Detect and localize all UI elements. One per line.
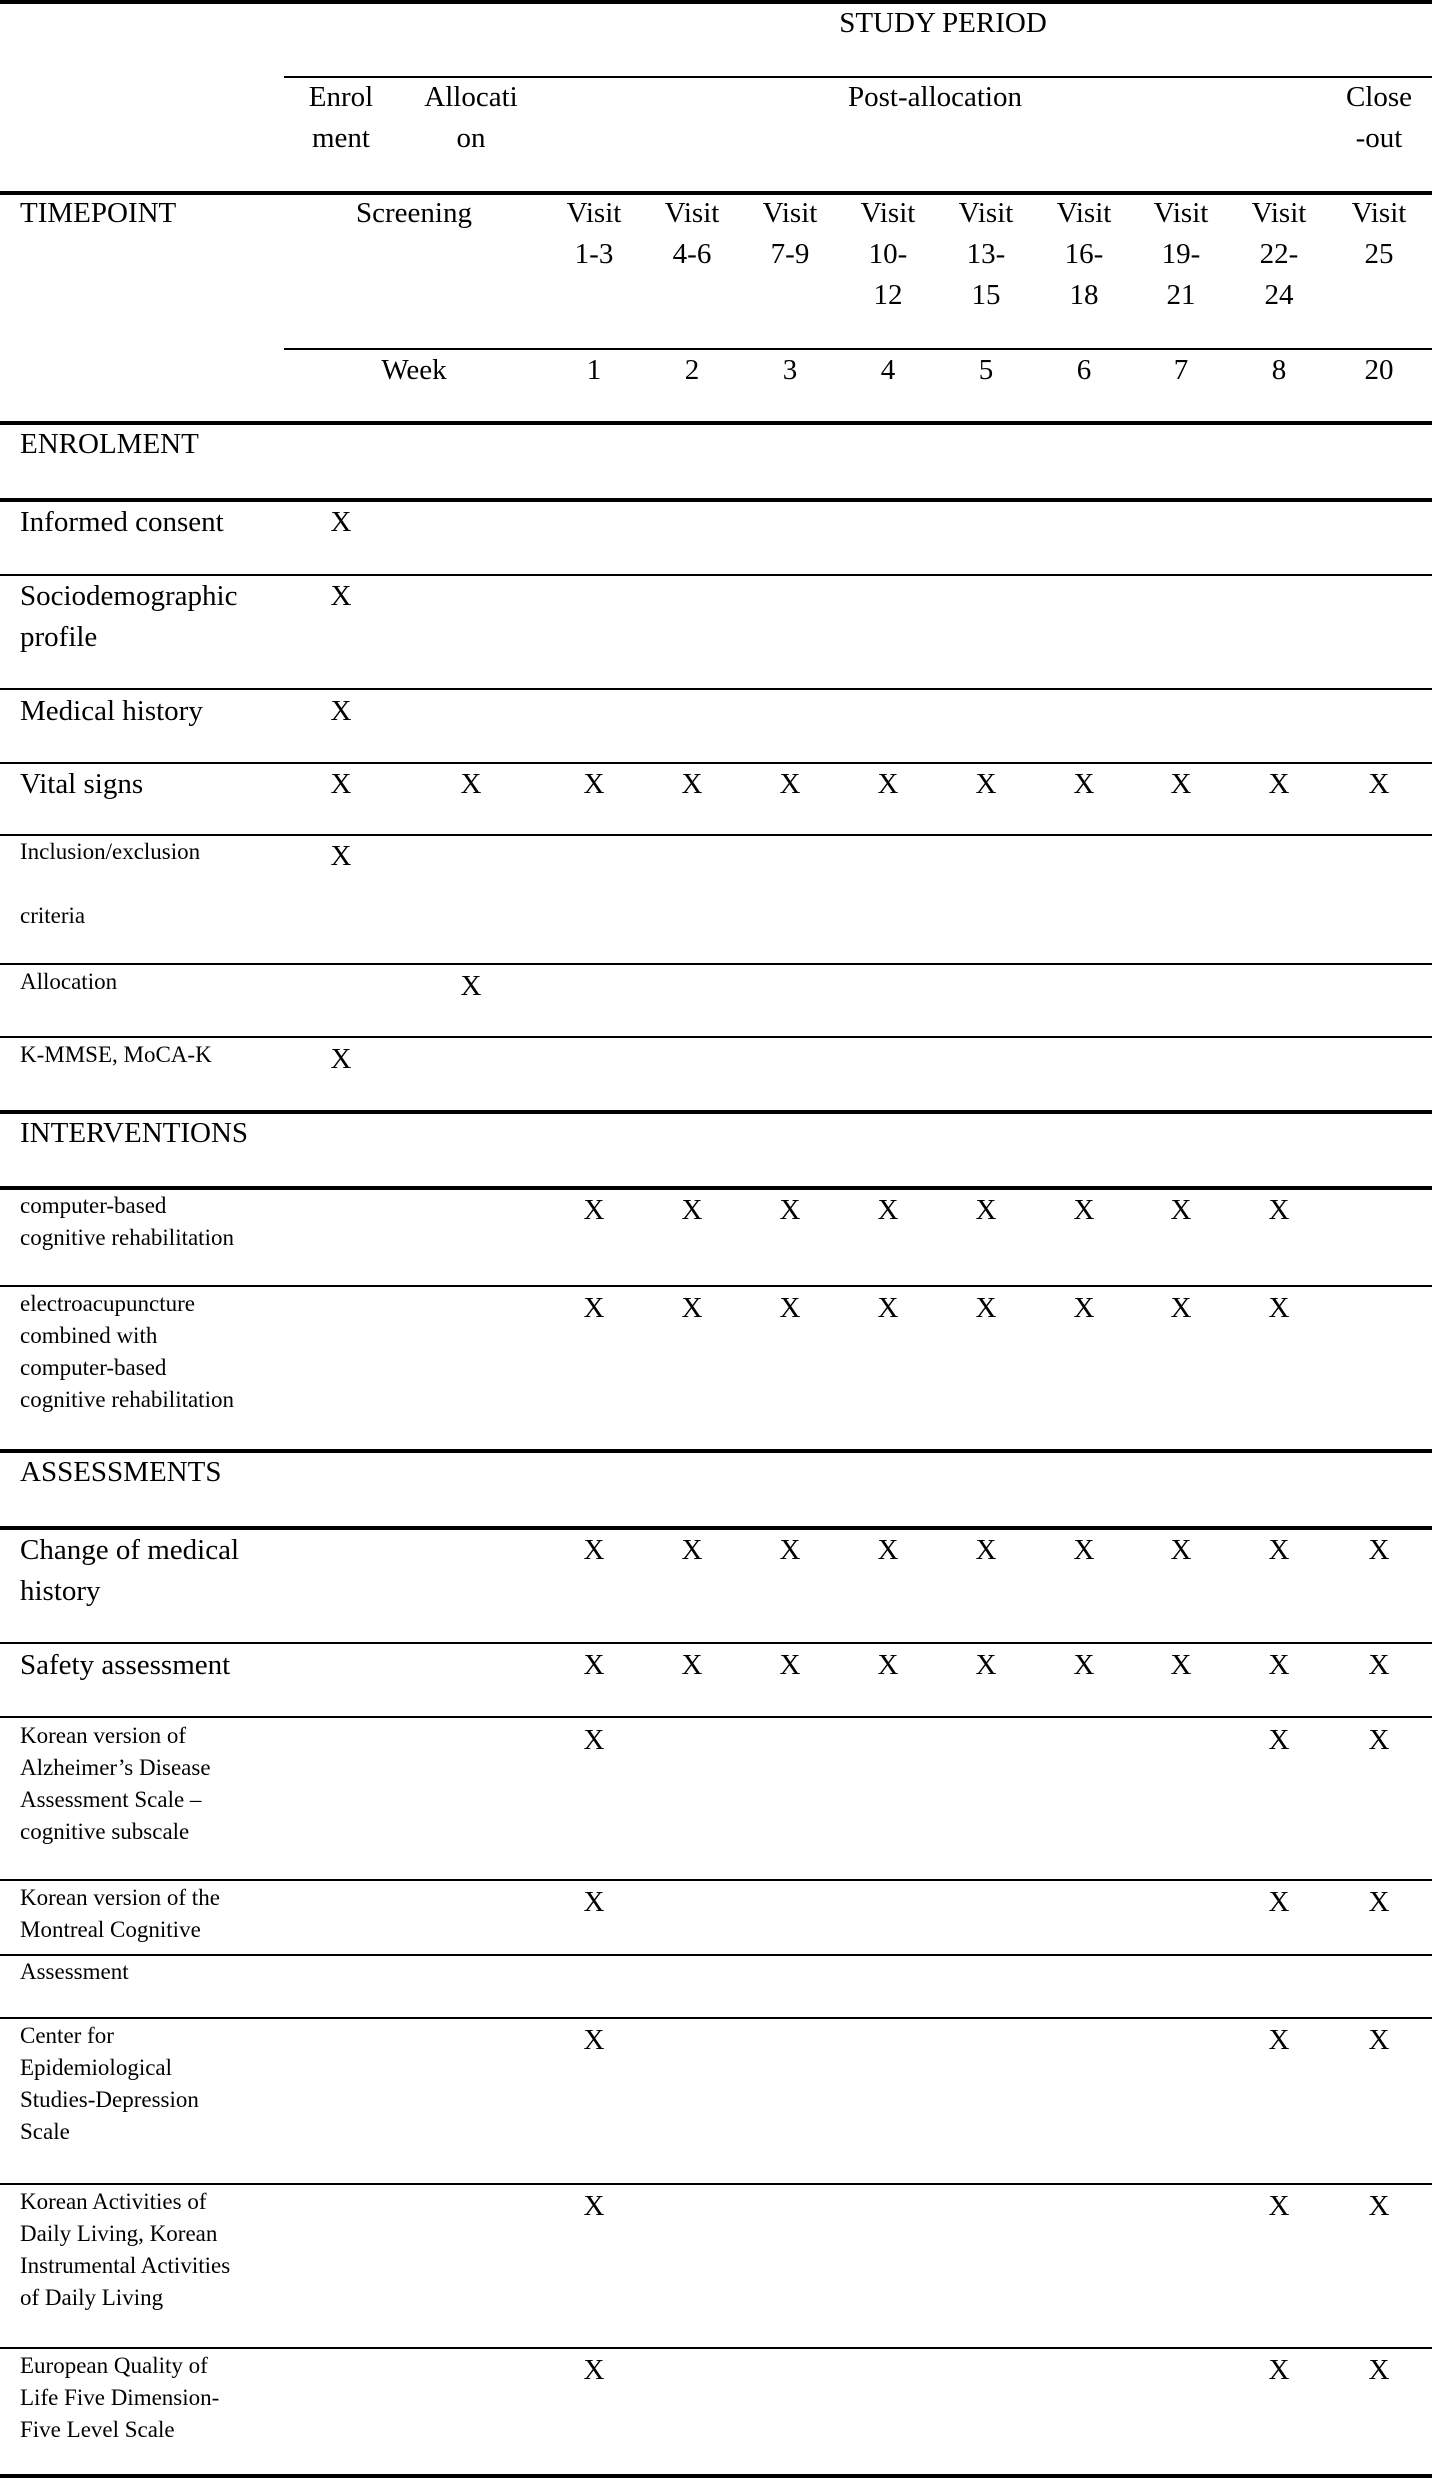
visit-header-line: Visit [566,197,622,229]
row-label-ces-d: Studies-Depression [20,2087,199,2112]
visit-header-line: 12 [873,279,903,311]
row-mark: X [330,840,352,872]
row-label-safety-assessment: Safety assessment [20,1649,231,1681]
week-number: 1 [586,354,602,386]
visit-header-line: 22- [1259,238,1299,270]
row-rule [0,2347,1432,2349]
row-mark: X [1368,1534,1390,1566]
visit-header-line: 1-3 [574,238,614,270]
table-top-rule [0,0,1432,4]
visit-header-line: 24 [1264,279,1294,311]
section-rule [0,421,1432,425]
row-mark: X [1268,2024,1290,2056]
row-label-electroacupuncture: electroacupuncture [20,1291,195,1316]
row-mark: X [1268,2190,1290,2222]
row-mark: X [583,1649,605,1681]
row-mark: X [681,768,703,800]
row-mark: X [1170,1534,1192,1566]
row-mark: X [1268,1292,1290,1324]
row-label-moca-k-cont: Assessment [20,1959,129,1984]
visit-header-line: 7-9 [770,238,810,270]
row-rule [0,1285,1432,1287]
row-label-sociodemographic-profile: Sociodemographic [20,580,238,612]
row-label-kmmse-mocak: K-MMSE, MoCA-K [20,1042,212,1067]
row-mark: X [1170,1194,1192,1226]
row-label-adas-cog-k: Alzheimer’s Disease [20,1755,211,1780]
row-mark: X [975,1534,997,1566]
row-rule [0,1879,1432,1881]
close-out-header-line2: -out [1355,122,1403,154]
allocation-header-line1: Allocati [424,81,518,113]
row-mark: X [975,768,997,800]
row-mark: X [1368,2190,1390,2222]
row-mark: X [1368,1649,1390,1681]
row-label-allocation: Allocation [20,969,118,994]
row-label-electroacupuncture: combined with [20,1323,158,1348]
row-label-computer-cog-rehab: computer-based [20,1193,167,1218]
row-mark: X [460,970,482,1002]
enrolment-header-line1: Enrol [308,81,374,113]
row-mark: X [877,768,899,800]
post-allocation-header: Post-allocation [848,81,1022,113]
row-label-sociodemographic-profile: profile [20,621,98,653]
table-bottom-rule [0,2474,1432,2478]
visit-header-line: Visit [958,197,1014,229]
row-mark: X [1073,1534,1095,1566]
visit-header-line: Visit [1351,197,1407,229]
row-label-moca-k: Montreal Cognitive [20,1917,201,1942]
row-mark: X [583,1534,605,1566]
row-mark: X [877,1194,899,1226]
row-mark: X [1073,768,1095,800]
week-divider [284,348,1432,350]
row-mark: X [1268,1649,1290,1681]
allocation-header-line2: on [456,122,486,154]
row-mark: X [1268,2354,1290,2386]
visit-header-line: Visit [860,197,916,229]
visit-header-line: Visit [1251,197,1307,229]
row-mark: X [330,768,352,800]
study-period-heading: STUDY PERIOD [839,7,1047,39]
row-mark: X [583,2354,605,2386]
row-mark: X [1368,768,1390,800]
close-out-header-line1: Close [1345,81,1413,113]
row-rule [0,2017,1432,2019]
row-mark: X [1170,1292,1192,1324]
row-label-change-medical-history: Change of medical [20,1534,240,1566]
row-label-change-medical-history: history [20,1575,101,1607]
row-mark: X [330,1043,352,1075]
row-rule [0,1642,1432,1644]
row-rule [0,1954,1432,1956]
visit-header-line: Visit [1056,197,1112,229]
row-mark: X [1073,1194,1095,1226]
row-mark: X [1073,1292,1095,1324]
row-mark: X [1368,1886,1390,1918]
row-label-vital-signs: Vital signs [20,768,144,800]
week-number: 3 [782,354,798,386]
visit-header-line: 25 [1364,238,1394,270]
row-mark: X [583,1724,605,1756]
row-mark: X [877,1649,899,1681]
week-number: 20 [1364,354,1394,386]
row-mark: X [681,1292,703,1324]
section-interventions: INTERVENTIONS [20,1117,249,1149]
row-mark: X [583,1886,605,1918]
visit-header-line: Visit [664,197,720,229]
row-mark: X [1073,1649,1095,1681]
row-mark: X [877,1292,899,1324]
row-rule [0,688,1432,690]
section-enrolment: ENROLMENT [20,428,199,460]
row-mark: X [975,1649,997,1681]
week-number: 8 [1271,354,1287,386]
row-mark: X [1368,2024,1390,2056]
visit-header-line: 19- [1161,238,1201,270]
row-mark: X [1268,1886,1290,1918]
row-label-electroacupuncture: cognitive rehabilitation [20,1387,234,1412]
row-label-ces-d: Scale [20,2119,70,2144]
row-rule [0,2183,1432,2185]
visit-header-line: 10- [868,238,908,270]
row-mark: X [1368,1724,1390,1756]
row-mark: X [1170,1649,1192,1681]
section-rule [0,1186,1432,1190]
row-mark: X [779,1194,801,1226]
row-mark: X [779,1534,801,1566]
row-mark: X [583,1292,605,1324]
row-label-informed-consent: Informed consent [20,506,224,538]
visit-header-line: 15 [971,279,1001,311]
row-label-k-adl: Korean Activities of [20,2189,207,2214]
row-mark: X [583,2190,605,2222]
row-label-adas-cog-k: cognitive subscale [20,1819,190,1844]
week-number: 2 [684,354,700,386]
row-mark: X [583,2024,605,2056]
visit-header-line: Visit [762,197,818,229]
visit-header-line: 18 [1069,279,1099,311]
row-label-k-adl: Daily Living, Korean [20,2221,218,2246]
row-mark: X [330,506,352,538]
week-number: 7 [1173,354,1189,386]
row-mark: X [1368,2354,1390,2386]
screening-label: Screening [356,197,472,229]
visit-header-line: 21 [1166,279,1196,311]
row-label-inclusion-exclusion: criteria [20,903,86,928]
row-mark: X [1268,1724,1290,1756]
row-label-moca-k: Korean version of the [20,1885,220,1910]
row-label-ces-d: Center for [20,2023,114,2048]
row-mark: X [779,1292,801,1324]
timepoint-label: TIMEPOINT [20,197,177,229]
section-assessments: ASSESSMENTS [20,1456,222,1488]
week-number: 4 [880,354,896,386]
visit-header-line: Visit [1153,197,1209,229]
row-label-inclusion-exclusion: Inclusion/exclusion [20,839,201,864]
row-mark: X [779,768,801,800]
row-label-ces-d: Epidemiological [20,2055,173,2080]
visit-header-line: 16- [1064,238,1104,270]
row-rule [0,963,1432,965]
row-rule [0,762,1432,764]
row-label-eq-5d-5l: European Quality of [20,2353,208,2378]
row-label-medical-history: Medical history [20,695,203,727]
row-mark: X [779,1649,801,1681]
row-mark: X [330,580,352,612]
week-number: 6 [1076,354,1092,386]
row-mark: X [681,1194,703,1226]
row-label-eq-5d-5l: Life Five Dimension- [20,2385,220,2410]
row-mark: X [877,1534,899,1566]
row-mark: X [460,768,482,800]
row-label-computer-cog-rehab: cognitive rehabilitation [20,1225,234,1250]
row-label-adas-cog-k: Assessment Scale – [20,1787,202,1812]
row-mark: X [1170,768,1192,800]
row-label-k-adl: of Daily Living [20,2285,164,2310]
row-mark: X [681,1534,703,1566]
row-mark: X [681,1649,703,1681]
row-label-k-adl: Instrumental Activities [20,2253,231,2278]
row-rule [0,834,1432,836]
row-rule [0,1716,1432,1718]
row-rule [0,1036,1432,1038]
row-mark: X [583,1194,605,1226]
row-label-eq-5d-5l: Five Level Scale [20,2417,175,2442]
visit-header-line: 4-6 [672,238,712,270]
row-label-electroacupuncture: computer-based [20,1355,167,1380]
enrolment-header-line2: ment [312,122,370,154]
row-mark: X [975,1194,997,1226]
row-mark: X [1268,768,1290,800]
row-label-adas-cog-k: Korean version of [20,1723,187,1748]
row-mark: X [330,695,352,727]
row-mark: X [1268,1534,1290,1566]
row-mark: X [1268,1194,1290,1226]
week-number: 5 [978,354,994,386]
week-label: Week [381,354,447,386]
row-mark: X [975,1292,997,1324]
visit-header-line: 13- [966,238,1006,270]
row-mark: X [583,768,605,800]
